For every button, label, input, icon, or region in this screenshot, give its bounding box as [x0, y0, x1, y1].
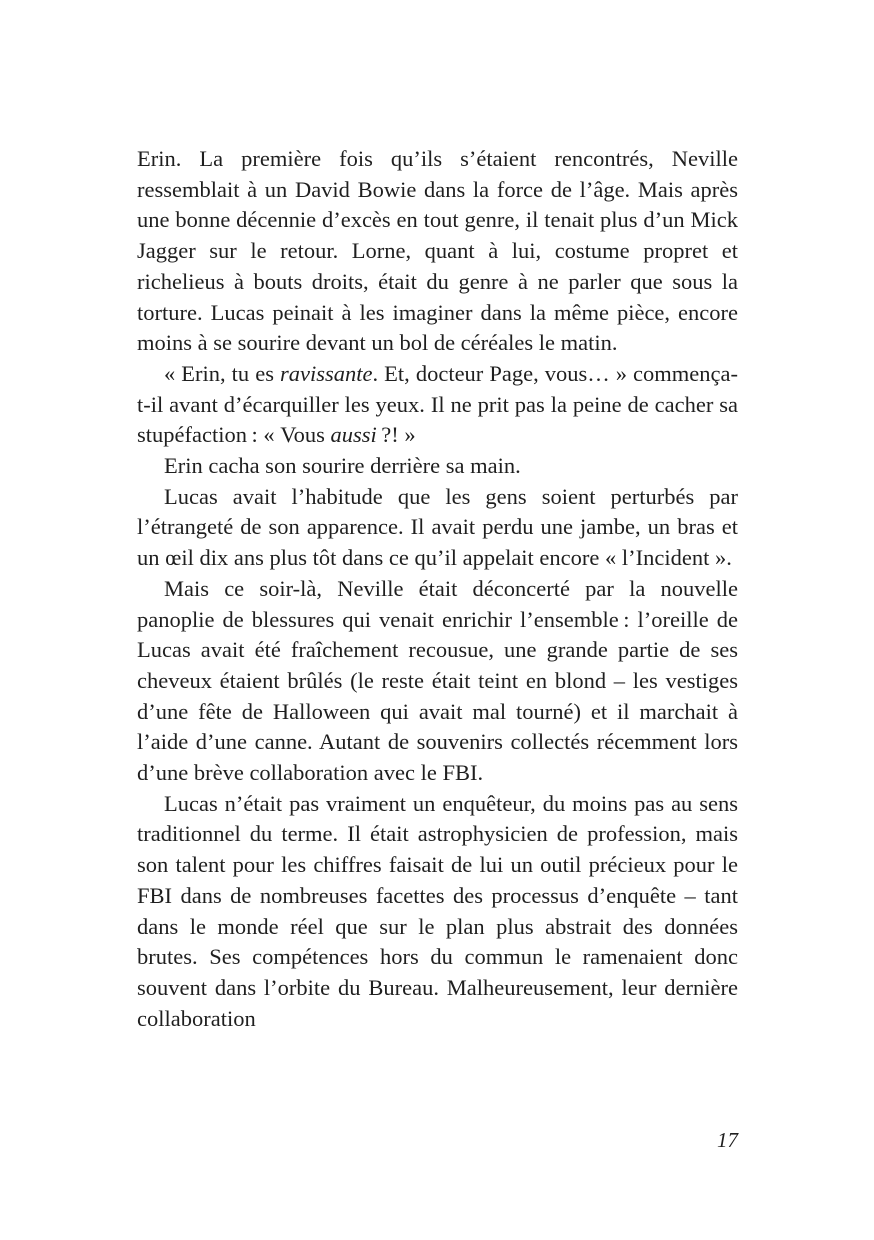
italic-text: aussi: [330, 422, 377, 448]
body-text: Erin. La première fois qu’ils s’étaient rencontrés, Neville ressemblait à un David Bowie dans la force de l’âge. Mais après une bonne décennie d’excès en tout genre, il tenait plus d’un Mick Jagger sur le retour. Lorne, quant à lui, costume propret et richelieus à bouts droits, était du genre à ne parler que sous la torture. Lucas peinait à les imaginer dans la même pièce, encore moins à se sourire devant un bol de céréales le matin.: [137, 146, 738, 356]
paragraph: [137, 359, 738, 451]
italic-text: ravissante: [280, 360, 373, 386]
page-text: [137, 144, 738, 1034]
page-number: 17: [717, 1128, 738, 1152]
paragraph: [137, 482, 738, 574]
body-text: Lucas n’était pas vraiment un enquêteur, du moins pas au sens traditionnel du terme. Il était astrophysicien de profession, mais son talent pour les chiffres faisait de lui un outil précieux pour le FBI dans de nombreuses facettes des processus d’enquête – tant dans le monde réel que sur le plan plus abstrait des données brutes. Ses compétences hors du commun le ramenaient donc souvent dans l’orbite du Bureau. Malheureusement, leur dernière collaboration: [137, 790, 738, 1031]
paragraph: [137, 451, 738, 482]
body-text: Mais ce soir-là, Neville était déconcerté par la nouvelle panoplie de blessures qui venait enrichir l’ensemble : l’oreille de Lucas avait été fraîchement recousue, une grande partie de ses cheveux étaient brûlés (le reste était teint en blond – les vestiges d’une fête de Halloween qui avait mal tourné) et il marchait à l’aide d’une canne. Autant de souvenirs collectés récemment lors d’une brève collaboration avec le FBI.: [137, 575, 738, 786]
body-text: Lucas avait l’habitude que les gens soient perturbés par l’étrangeté de son apparence. Il avait perdu une jambe, un bras et un œil dix ans plus tôt dans ce qu’il appelait encore « l’Incident ».: [137, 483, 738, 571]
body-text: « Erin, tu es: [164, 360, 281, 386]
paragraph: [137, 574, 738, 789]
paragraph: [137, 789, 738, 1035]
body-text: ?! »: [376, 422, 416, 448]
body-text: . Et, docteur Page, vous… » commença-t-il avant d’écarquiller les yeux. Il ne prit pas la peine de cacher sa stupéfaction : « Vous: [137, 360, 739, 448]
body-text: Erin cacha son sourire derrière sa main.: [164, 453, 521, 479]
paragraph: [137, 144, 738, 359]
